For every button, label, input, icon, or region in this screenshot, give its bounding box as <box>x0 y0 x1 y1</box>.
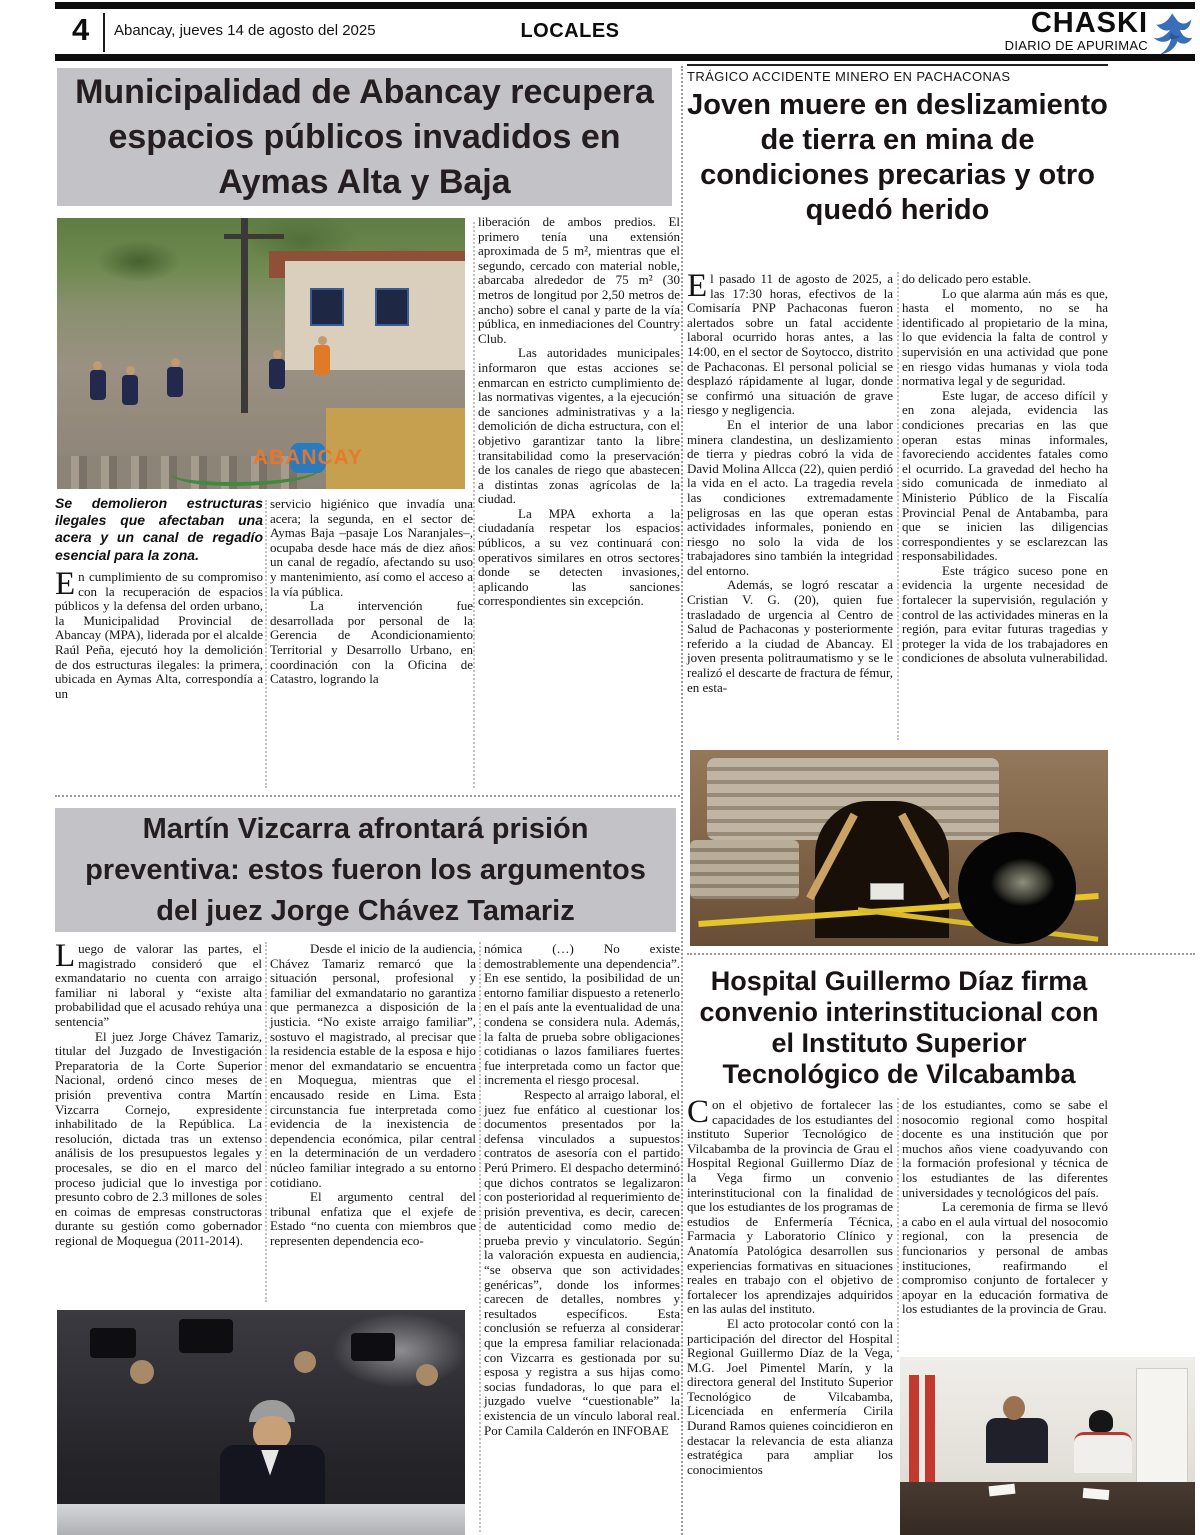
photo-banner <box>1136 1368 1188 1487</box>
article2-col1-p3: Además, se logró rescatar a Cristian V. G. (20), quien fue trasladado de urgencia al Centro de Salud de Pachaconas y posteriormente referido a la ciudad de Abancay. El joven presenta politraumatismo y se le realizó el descarte de fractura de fémur, en esta- <box>687 577 893 695</box>
article1-caption: Se demolieron estructuras ilegales que afectaban una acera y un canal de regadío esencial para la zona. <box>55 495 263 563</box>
article3-col1-p1: uego de valorar las partes, el magistrado consideró que el exmandatario no cuenta con arraigo familiar ni laboral y “existe alta probabilidad que el acusado rehúya una sentencia” <box>55 941 262 1029</box>
photo-serenazgo-officer <box>122 375 138 405</box>
header-divider <box>103 13 105 52</box>
dateline: Abancay, jueves 14 de agosto del 2025 <box>114 22 376 39</box>
photo-pole-crossarm <box>224 234 284 239</box>
photo-journalist <box>130 1360 154 1384</box>
article1-col2-p1: servicio higiénico que invadía una acera; la segunda, en el sector de Aymas Baja –pasaje Los Naranjales–, ocupaba desde hace más de diez años un canal de regadío, afectando su uso y mantenimiento, así como el acceso a la vía pública. <box>270 496 473 599</box>
dropcap: L <box>55 938 76 974</box>
article1-col3-p2: Las autoridades municipales informaron que estas acciones se enmarcan en estricto cumplimiento de las normativas vigentes, a la ejecución de sanciones administrativas y a la demolición de dicha estructura, con el objetivo garantizar tanto la libre transitabilidad como la preservación de los canales de riego que abastecen a distintas zonas agrícolas de la ciudad. <box>478 345 680 507</box>
article4-headline: Hospital Guillermo Díaz firma convenio interinstitucional con el Instituto Superior Tecnológico de Vilcabamba <box>699 966 1099 1089</box>
photo-directora-head <box>1089 1410 1113 1432</box>
article3-col3-p1: nómica (…) No existe demostrablemente una dependencia”. En ese sentido, la posibilidad de un entorno familiar dispuesto a retenerlo en el país ante la eventualidad de una condena se considera nula. Además, la falta de prueba sobre obligaciones cotidianas o lazos familiares fuertes fue interpretada como un factor que incrementa el riesgo procesal. <box>484 941 680 1088</box>
article3-col3 <box>484 942 680 1438</box>
article2-photo-mine <box>690 750 1108 946</box>
photo-director <box>986 1418 1048 1463</box>
article3-col1-p2: El juez Jorge Chávez Tamariz, titular del Juzgado de Investigación Preparatoria de la Corte Superior Nacional, ordenó cinco meses de prisión preventiva contra Martín Vizcarra Cornejo, expresidente inhabilitado de la República. La resolución, dictada tras un extenso análisis de los presupuestos legales y procesales, se dio en el marco del proceso judicial que lo investiga por presunto cobro de 2.3 millones de soles en coimas de empresas constructoras durante su gestión como gobernador regional de Moquegua (2011-2014). <box>55 1028 262 1248</box>
article4-col1 <box>687 1094 893 1477</box>
photo-backlight <box>302 1310 465 1411</box>
article2-headline: Joven muere en deslizamiento de tierra en mina de condiciones precarias y otro quedó herido <box>687 89 1108 226</box>
article3-col3-p2: Respecto al arraigo laboral, el juez fue enfático al cuestionar los documentos presentados por la defensa vinculados a supuestos contratos de asesoría con el partido Perú Primero. El despacho determinó que dichos contratos se legalizaron con posterioridad al requerimiento de prisión preventiva, es decir, carecen de autenticidad como medio de prueba previo y vinculatorio. Según la valoración expuesta en audiencia, “se observa que son actividades genéricas”, donde los informes carecen de detalles, nombres y resultados específicos. Esta conclusión se refuerza al considerar que la empresa familiar relacionada con Vizcarra es gestionada por su esposa y registra a sus hijas como socias fundadoras, lo que para el juzgado vuelve “cuestionable” la existencia de un vínculo laboral real. Por Camila Calderón en INFOBAE <box>484 1086 680 1438</box>
article1-col2-p2: La intervención fue desarrollada por personal de la Gerencia de Acondicionamiento Territorial y Desarrollo Urbano, en coordinación con la Oficina de Catastro, logrando la <box>270 598 473 687</box>
article1-photo-demolition <box>57 218 465 489</box>
article4-photo-signing <box>900 1357 1195 1535</box>
masthead-title: CHASKI <box>1030 7 1148 39</box>
article2-col1-p1: l pasado 11 de agosto de 2025, a las 17:30 horas, efectivos de la Comisaría PNP Pachaconas fueron alertados sobre un fatal accidente laboral ocurrido horas antes, a las 14:00, en el sector de Soytocco, distrito de Pachaconas. El personal policial se desplazó rápidamente al lugar, donde se confirmó una situación de grave riesgo y negligencia. <box>687 271 893 418</box>
photo-camera <box>351 1333 395 1361</box>
photo-camera <box>90 1328 136 1358</box>
photo-signing-table <box>900 1482 1195 1535</box>
article2-col2-p4: Este trágico suceso pone en evidencia la urgente necesidad de fortalecer la supervisión, regulación y control de las actividades mineras en la región, para evitar futuras tragedias y proteger la vida de los trabajadores en condiciones de absoluta vulnerabilidad. <box>902 562 1108 666</box>
photo-window <box>375 288 409 326</box>
article2-kicker: TRÁGICO ACCIDENTE MINERO EN PACHACONAS <box>687 69 1011 84</box>
dropcap: E <box>687 268 708 304</box>
photo-window <box>310 288 344 326</box>
page-number: 4 <box>72 12 90 47</box>
photo-warning-sign <box>870 883 904 900</box>
photo-utility-pole <box>241 218 248 413</box>
main-column-divider <box>681 66 683 1535</box>
article4-col2-p1: de los estudiantes, como se sabe el nosocomio regional como hospital docente es una institución que por muchos años viene coadyuvando con la formación profesional y técnica de los estudiantes de las diferentes universidades y tecnológicos del país. <box>902 1097 1108 1200</box>
photo-watermark: ABANCAY <box>252 445 363 469</box>
col-divider <box>473 222 475 788</box>
photo-sandbags <box>690 840 799 899</box>
section-title: LOCALES <box>520 20 620 42</box>
article3-col1 <box>55 938 262 1248</box>
article4-col2-p2: La ceremonia de firma se llevó a cabo en el aula virtual del nosocomio regional, con la presencia de funcionarios y personal de ambas instituciones, reafirmando el compromiso conjunto de fortalecer y apoyar en la educación formativa de los estudiantes de la provincia de Grau. <box>902 1199 1108 1317</box>
right-article-separator <box>687 953 1195 955</box>
photo-documents <box>1083 1488 1110 1500</box>
photo-directora <box>1074 1432 1132 1473</box>
article2-col1 <box>687 268 893 695</box>
article2-col2 <box>902 272 1108 666</box>
photo-serenazgo-officer <box>269 359 285 389</box>
article3-col2-p1: Desde el inicio de la audiencia, Chávez Tamariz remarcó que la situación personal, profesional y familiar del exmandatario no garantiza que permanezca a disposición de la justicia. “No existe arraigo familiar”, sostuvo el magistrado, al precisar que la residencia estable de la esposa e hijo menor del exmandatario se encuentra en Moquegua, mientras que el encausado reside en Lima. Esta circunstancia fue interpretada como evidencia de la inexistencia de dependencia económica, pilar central en la determinación de un verdadero núcleo familiar integrado a su entorno cotidiano. <box>270 941 476 1190</box>
col-divider <box>265 942 267 1302</box>
dropcap: C <box>687 1094 710 1130</box>
article4-col2 <box>902 1098 1108 1317</box>
article3-headline: Martín Vizcarra afrontará prisión preventiva: estos fueron los argumentos del juez Jorge Chávez Tamariz <box>55 808 676 932</box>
article3-photo-press <box>57 1310 465 1535</box>
header-bottom-rule <box>55 54 1195 61</box>
article3-col2-p2: El argumento central del tribunal enfatiza que el exjefe de Estado “no cuenta con miembros que representen dependencia eco- <box>270 1189 476 1248</box>
col-divider <box>265 500 267 788</box>
article1-col3-p3: La MPA exhorta a la ciudadanía respetar los espacios públicos, a su vez continuará con operativos similares en otros sectores donde se detecten invasiones, aplicando las sanciones correspondientes sin excepción. <box>478 505 680 609</box>
photo-camera <box>179 1319 233 1353</box>
article2-col2-p1: do delicado pero estable. <box>902 271 1032 286</box>
masthead-subtitle: DIARIO DE APURIMAC <box>1004 38 1148 53</box>
article3-col2 <box>270 942 476 1248</box>
kicker-rule <box>687 64 1108 66</box>
col-divider <box>479 942 481 1532</box>
article1-col1 <box>55 566 263 701</box>
col-divider <box>897 1098 899 1352</box>
photo-serenazgo-officer <box>167 367 183 397</box>
photo-serenazgo-officer <box>90 370 106 400</box>
article1-col2 <box>270 497 473 687</box>
article1-headline: Municipalidad de Abancay recupera espacios públicos invadidos en Aymas Alta y Baja <box>57 68 672 206</box>
article1-col3-p1: liberación de ambos predios. El primero tenía una extensión aproximada de 5 m², mientras que el segundo, cercado con material noble, abarcaba alrededor de 75 m² (30 metros de longitud por 2,50 metros de ancho) sobre el canal y parte de la vía pública, en inmediaciones del Country Club. <box>478 214 680 346</box>
article2-col2-p2: Lo que alarma aún más es que, hasta el momento, no se ha identificado al propietario de la mina, lo que evidencia la falta de control y supervisión en una actividad que pone en riesgo vidas humanas y viola toda normativa legal y de seguridad. <box>902 285 1108 389</box>
article2-col2-p3: Este lugar, de acceso difícil y en zona alejada, evidencia las condiciones precarias en las que operan estas minas informales, favoreciendo accidentes fatales como el ocurrido. La gravedad del hecho ha sido comunicada de inmediato al Ministerio Público de la Fiscalía Provincial Penal de Antabamba, para que se inicien las diligencias correspondientes y se esclarezcan las responsabilidades. <box>902 387 1108 564</box>
left-article-separator <box>55 795 680 797</box>
photo-night-inset <box>958 832 1076 944</box>
photo-director-head <box>1003 1396 1025 1420</box>
photo-journalist <box>416 1364 438 1386</box>
dropcap: E <box>55 566 76 602</box>
photo-journalist <box>294 1351 316 1373</box>
photo-worker-vest <box>314 345 330 375</box>
article1-col3 <box>478 215 680 609</box>
article1-col1-p1: n cumplimiento de su compromiso con la recuperación de espacios públicos y la defensa del orden urbano, la Municipalidad Provincial de Abancay (MPA), liderada por el alcalde Raúl Peña, ejecutó hoy la demolición de dos estructuras ilegales: la primera, ubicada en Aymas Alta, correspondía a un <box>55 569 263 701</box>
article4-col1-p1: on el objetivo de fortalecer las capacidades de los estudiantes del instituto Superior Tecnológico de Vilcabamba de la provincia de Grau el Hospital Regional Guillermo Díaz de la Vega firmo un convenio interinstitucional con la finalidad de que los estudiantes de los programas de estudios de Enfermería Técnica, Farmacia y Laboratorio Clínico y Anatomía Patológica desarrollen sus experiencias formativas en situaciones reales en trabajo con el objetivo de fortalecer los aprendizajes adquiridos en las aulas del instituto. <box>687 1097 893 1317</box>
article2-col1-p2: En el interior de una labor minera clandestina, un deslizamiento de tierra y piedras cobró la vida de David Molina Allcca (22), quien perdió la vida en el acto. La tragedia revela las condiciones extremadamente peligrosas en las que operan estas actividades informales, poniendo en riesgo no solo la vida de los trabajadores sino también la integridad del entorno. <box>687 416 893 578</box>
article4-col1-p2: El acto protocolar contó con la participación del director del Hospital Regional Guillermo Díaz de la Vega, M.G. Joel Pimentel Marín, y la directora general del Instituto Superior Tecnológico de Vilcabamba, Licenciada en enfermería Cirila Durand Ramos quienes coincidieron en destacar la relevancia de esta alianza estratégica para ampliar los conocimientos <box>687 1315 893 1477</box>
col-divider <box>897 272 899 740</box>
bird-logo-icon <box>1150 7 1194 57</box>
photo-table <box>57 1504 465 1535</box>
